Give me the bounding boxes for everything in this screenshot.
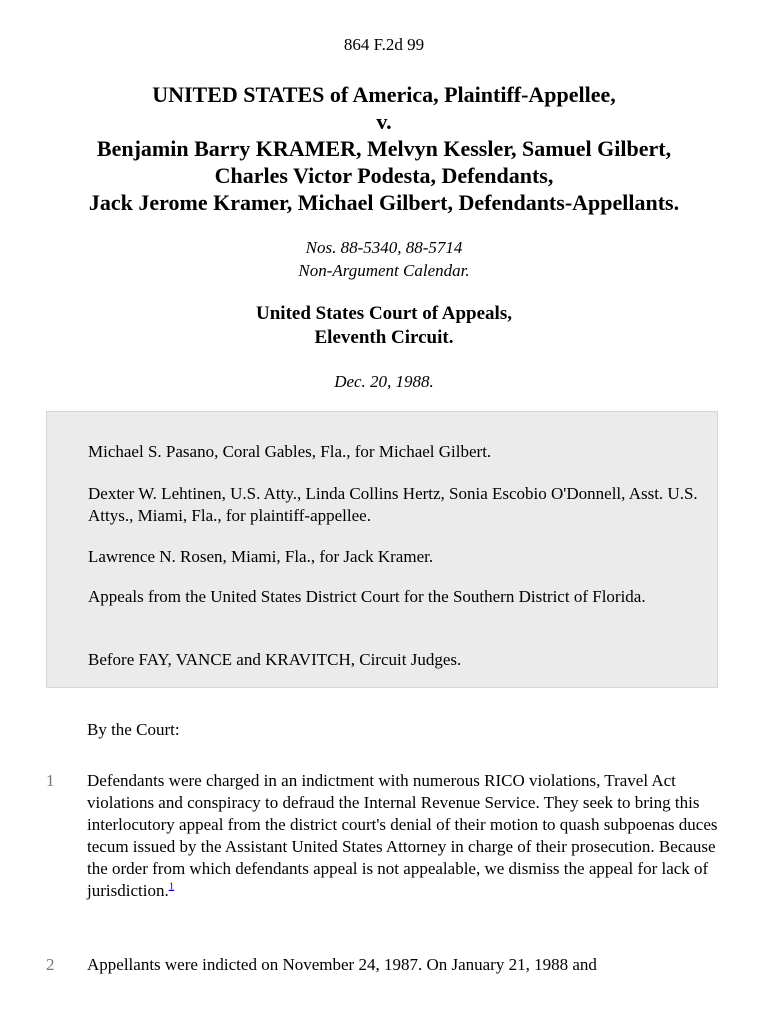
footnote-link[interactable]: 1: [168, 880, 175, 893]
docket-info: [0, 236, 768, 282]
panel-judges: Before FAY, VANCE and KRAVITCH, Circuit Judges.: [88, 650, 462, 669]
caption-versus: v.: [376, 109, 392, 134]
caption-defendants-2: Charles Victor Podesta, Defendants,: [214, 163, 554, 188]
decision-date: Dec. 20, 1988.: [334, 372, 434, 391]
counsel-entry: Michael S. Pasano, Coral Gables, Fla., for Michael Gilbert.: [88, 442, 492, 461]
counsel-entry: Dexter W. Lehtinen, U.S. Atty., Linda Collins Hertz, Sonia Escobio O'Donnell, Asst. U.S. Attys., Miami, Fla., for plaintiff-appellee.: [88, 484, 698, 525]
court-name: [0, 302, 768, 350]
caption-plaintiff: UNITED STATES of America, Plaintiff-Appellee,: [152, 82, 616, 107]
caption-appellants: Jack Jerome Kramer, Michael Gilbert, Defendants-Appellants.: [88, 190, 680, 215]
calendar-type: Non-Argument Calendar.: [298, 261, 470, 280]
opinion-intro: By the Court:: [87, 720, 180, 739]
paragraph-number: 1: [46, 771, 55, 790]
caption-defendants-1: Benjamin Barry KRAMER, Melvyn Kessler, Samuel Gilbert,: [96, 136, 672, 161]
docket-numbers: Nos. 88-5340, 88-5714: [305, 238, 463, 257]
paragraph-number: 2: [46, 955, 55, 974]
counsel-entry: Lawrence N. Rosen, Miami, Fla., for Jack Kramer.: [88, 547, 434, 566]
opinion-paragraph: Appellants were indicted on November 24, 1987. On January 21, 1988 and: [87, 955, 597, 974]
appeal-origin: Appeals from the United States District Court for the Southern District of Florida.: [88, 587, 646, 606]
court-name-line1: United States Court of Appeals,: [256, 303, 512, 324]
counsel-box: [46, 411, 718, 688]
opinion-paragraph: [87, 770, 727, 902]
court-name-line2: Eleventh Circuit.: [314, 327, 454, 348]
case-caption: [0, 81, 768, 216]
paragraph-text: Defendants were charged in an indictment with numerous RICO violations, Travel Act violations and conspiracy to defraud the Internal Revenue Service. They seek to bring this interlocutory appeal from the district court's denial of their motion to quash subpoenas duces tecum issued by the Assistant United States Attorney in charge of their prosecution. Because the order from which defendants appeal is not appealable, we dismiss the appeal for lack of jurisdiction.: [87, 771, 718, 900]
case-citation: 864 F.2d 99: [343, 35, 425, 54]
